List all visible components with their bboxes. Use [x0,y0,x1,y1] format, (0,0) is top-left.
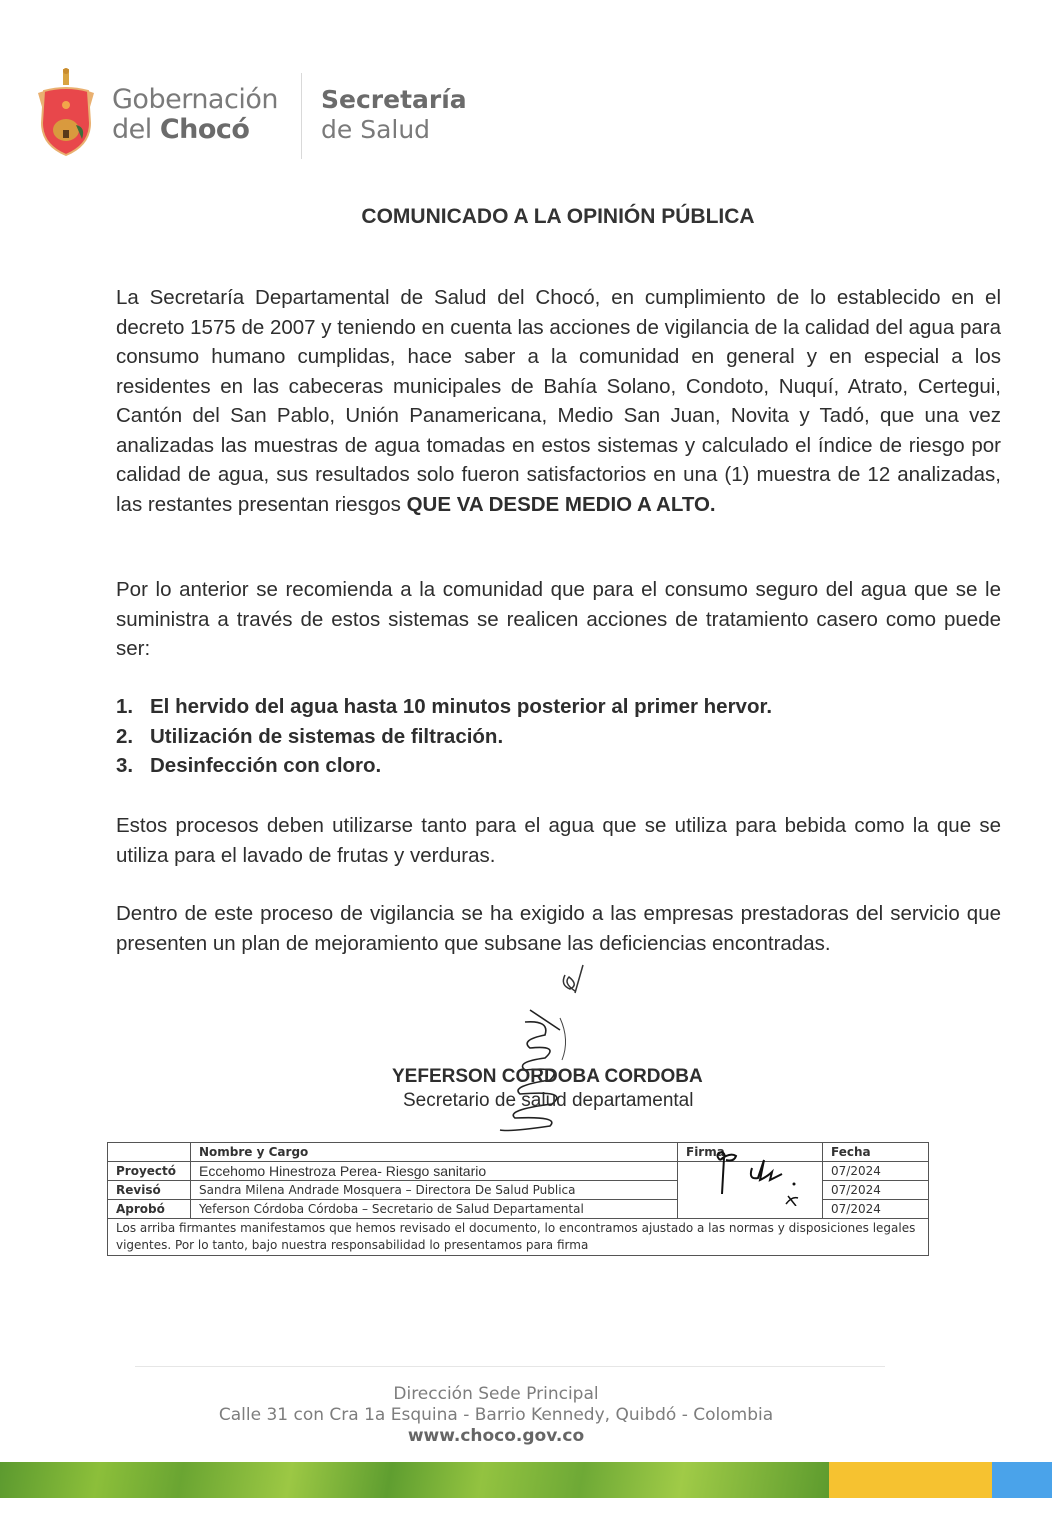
department-name [321,85,467,145]
row-date: 07/2024 [823,1181,929,1200]
table-row [108,1162,929,1181]
recommendations-list [116,692,772,781]
signer-name: YEFERSON CORDOBA CORDOBA [392,1066,703,1087]
footer-divider [135,1366,885,1367]
paragraph-4: Dentro de este proceso de vigilancia se ha exigido a las empresas prestadoras del servicio que presenten un plan de mejoramiento que subsane las deficiencias encontradas. [116,902,1001,955]
footer [0,1384,992,1447]
paragraph-1-emphasis: QUE VA DESDE MEDIO A ALTO. [406,492,716,516]
header-divider [301,73,302,159]
table-header-cell: Fecha [823,1143,929,1162]
row-label: Aprobó [108,1200,191,1219]
row-name: Yeferson Córdoba Córdoba – Secretario de Salud Departamental [191,1200,678,1219]
table-header-cell [108,1143,191,1162]
list-item-number: 2. [116,724,134,748]
paragraph-2: Por lo anterior se recomienda a la comunidad que para el consumo seguro del agua que se le suministra a través de estos sistemas se realicen acciones de tratamiento casero como puede ser: [116,578,1001,660]
org-line2-light: del [112,114,160,145]
table-header-cell: Firma [678,1143,823,1162]
footer-title: Dirección Sede Principal [393,1384,599,1404]
list-item-text: Desinfección con cloro. [150,754,382,777]
dept-line1: Secretaría [321,85,467,114]
band-blue-segment [992,1462,1052,1498]
signature-cell [678,1162,823,1219]
table-note-row [108,1219,929,1256]
coat-of-arms-icon [34,67,98,159]
government-name [112,85,278,145]
list-item-text: El hervido del agua hasta 10 minutos posterior al primer hervor. [150,695,773,718]
document-title: COMUNICADO A LA OPINIÓN PÚBLICA [361,205,755,228]
footer-website-link[interactable]: www.choco.gov.co [407,1426,585,1446]
list-item-number: 3. [116,754,134,777]
list-item-text: Utilización de sistemas de filtración. [150,724,504,748]
paragraph-3: Estos procesos deben utilizarse tanto para el agua que se utiliza para bebida como la que se utiliza para el lavado de frutas y verduras. [116,814,1001,867]
signer-role: Secretario de salud departamental [403,1090,694,1111]
footer-address: Calle 31 con Cra 1a Esquina - Barrio Kennedy, Quibdó - Colombia [218,1405,774,1425]
list-item [116,751,772,781]
band-green-segment [0,1462,829,1498]
row-label: Proyectó [108,1162,191,1181]
letterhead [30,65,510,165]
org-line2-bold: Chocó [159,114,250,145]
list-item-number: 1. [116,695,134,718]
paragraph-1-text: La Secretaría Departamental de Salud del Chocó, en cumplimiento de lo establecido en el decreto 1575 de 2007 y teniendo en cuenta las acciones de vigilancia de la calidad del agua para consumo humano cumplidas, hace saber a la comunidad en general y en especial a los residentes en las cabeceras municipales de Bahía Solano, Condoto, Nuquí, Atrato, Certegui, Cantón del San Pablo, Unión Panamericana, Medio San Juan, Novita y Tadó, que una vez analizadas las muestras de agua tomadas en estos sistemas y calculado el índice de riesgo por calidad de agua, sus resultados solo fueron satisfactorios en una (1) muestra de 12 analizadas, las restantes presentan riesgos [116,286,1001,516]
org-line1: Gobernación [112,84,278,115]
review-table [107,1142,929,1256]
initials-mark [555,955,605,995]
paragraph-1 [116,283,1001,519]
band-yellow-segment [829,1462,992,1498]
org-line2 [112,115,278,145]
signature-block [392,1066,732,1112]
list-item [116,692,772,722]
table-header-cell: Nombre y Cargo [191,1143,678,1162]
row-name: Sandra Milena Andrade Mosquera – Directora De Salud Publica [191,1181,678,1200]
table-note: Los arriba firmantes manifestamos que hemos revisado el documento, lo encontramos ajustado a las normas y disposiciones legales vigentes. Por lo tanto, bajo nuestra responsabilidad lo presentamos para firma [108,1219,929,1256]
row-date: 07/2024 [823,1162,929,1181]
list-item [116,722,772,752]
row-label: Revisó [108,1181,191,1200]
reviewer-signatures [708,1146,848,1206]
row-date: 07/2024 [823,1200,929,1219]
row-name: Eccehomo Hinestroza Perea- Riesgo sanitario [191,1162,678,1181]
dept-line2: de Salud [321,115,431,144]
decorative-color-band [0,1462,1052,1498]
